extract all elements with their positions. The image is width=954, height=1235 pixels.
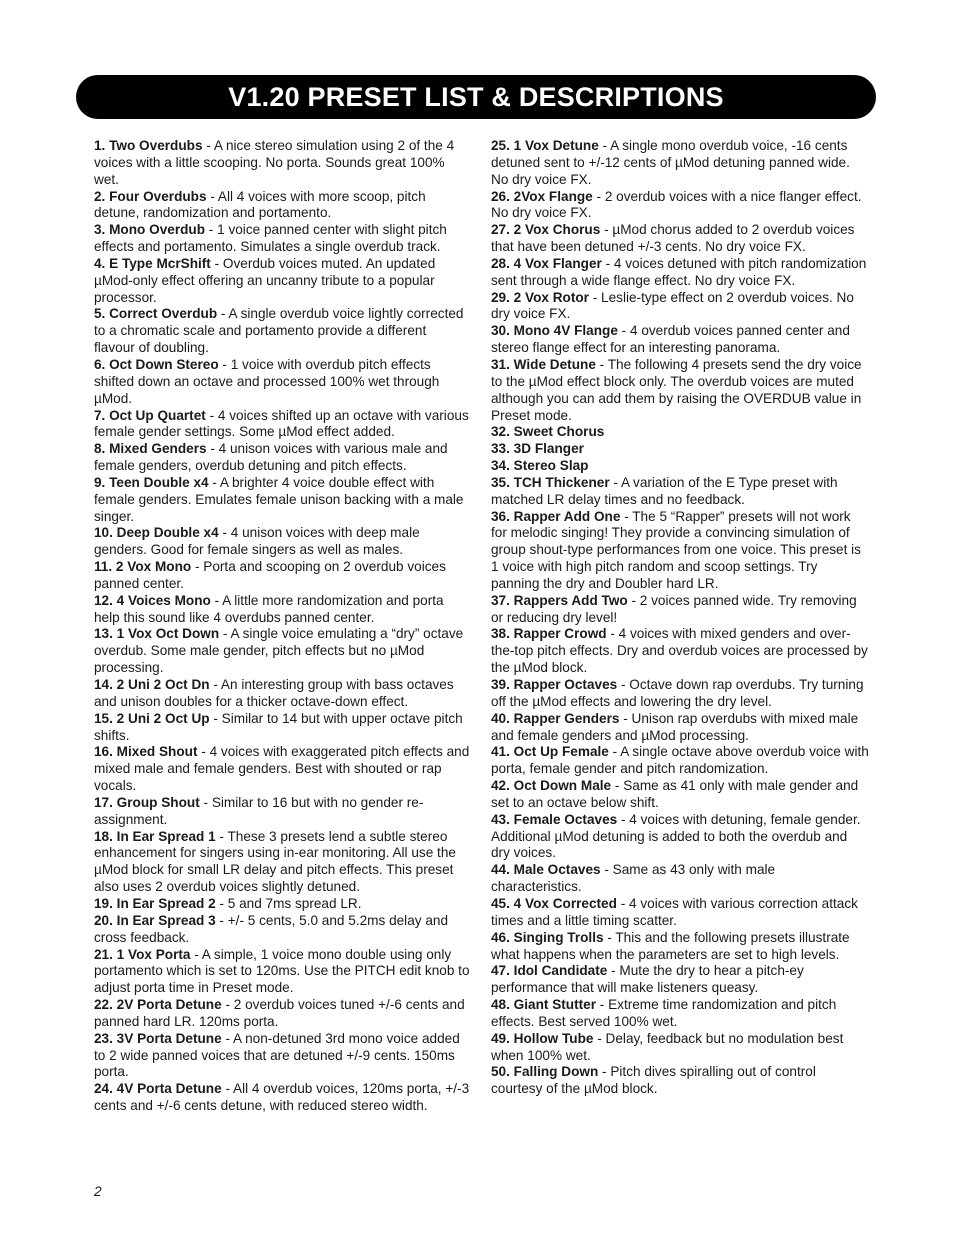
preset-description: - Similar to 14 but with upper octave pitch shifts. bbox=[94, 710, 463, 743]
preset-description: - All 4 overdub voices, 120ms porta, +/-3 cents and +/-6 cents detune, with reduced stereo width. bbox=[94, 1081, 470, 1114]
preset-entry bbox=[491, 189, 869, 223]
left-column bbox=[94, 138, 470, 1115]
preset-description: - 1 voice with overdub pitch effects shifted down an octave and processed 100% wet through µMod. bbox=[94, 356, 440, 406]
preset-entry bbox=[491, 626, 869, 677]
preset-entry bbox=[94, 913, 470, 947]
preset-description: - A single octave above overdub voice with porta, female gender and pitch randomization. bbox=[491, 744, 869, 777]
preset-description: - Delay, feedback but no modulation best when 100% wet. bbox=[491, 1030, 844, 1063]
preset-description: - A variation of the E Type preset with matched LR delay times and no feedback. bbox=[491, 474, 838, 507]
preset-description: - Pitch dives spiralling out of control courtesy of the µMod block. bbox=[491, 1064, 816, 1097]
preset-name: 2. Four Overdubs bbox=[94, 188, 207, 204]
preset-entry bbox=[94, 626, 470, 677]
preset-name: 17. Group Shout bbox=[94, 794, 200, 810]
preset-entry bbox=[94, 475, 470, 526]
preset-name: 46. Singing Trolls bbox=[491, 929, 604, 945]
preset-description: - The 5 “Rapper” presets will not work for melodic singing! They provide a convincing simulation of group shout-type performances from one voice. This preset is 1 voice with high pitch random and scoop settings. Try panning the dry and Doubler hard LR. bbox=[491, 508, 861, 591]
preset-entry bbox=[94, 829, 470, 896]
preset-entry bbox=[491, 812, 869, 863]
preset-entry bbox=[491, 509, 869, 593]
preset-name: 18. In Ear Spread 1 bbox=[94, 828, 216, 844]
preset-description: - A brighter 4 voice double effect with female genders. Emulates female unison backing with a male singer. bbox=[94, 474, 464, 524]
preset-description: - µMod chorus added to 2 overdub voices that have been detuned +/-3 cents. No dry voice FX. bbox=[491, 222, 855, 255]
preset-description: - All 4 voices with more scoop, pitch detune, randomization and portamento. bbox=[94, 188, 426, 221]
preset-description: - 5 and 7ms spread LR. bbox=[215, 895, 362, 911]
preset-name: 32. Sweet Chorus bbox=[491, 424, 605, 440]
preset-name: 42. Oct Down Male bbox=[491, 778, 612, 794]
preset-name: 49. Hollow Tube bbox=[491, 1030, 594, 1046]
preset-name: 37. Rappers Add Two bbox=[491, 592, 628, 608]
preset-name: 19. In Ear Spread 2 bbox=[94, 895, 216, 911]
preset-entry bbox=[94, 256, 470, 307]
preset-description: - A single mono overdub voice, -16 cents detuned sent to +/-12 cents of µMod detuning panned wide. No dry voice FX. bbox=[491, 138, 850, 187]
preset-entry bbox=[94, 744, 470, 795]
preset-name: 36. Rapper Add One bbox=[491, 508, 621, 524]
preset-description: - A little more randomization and porta help this sound like 4 overdubs panned center. bbox=[94, 592, 444, 625]
preset-description: - These 3 presets lend a subtle stereo enhancement for singers using in-ear monitoring. All use the µMod block for small LR delay and pitch effects. This preset also uses 2 overdub voices slightly detuned. bbox=[94, 828, 456, 895]
preset-name: 21. 1 Vox Porta bbox=[94, 946, 191, 962]
preset-description: - This and the following presets illustrate what happens when the parameters are set to high levels. bbox=[491, 929, 850, 962]
preset-name: 28. 4 Vox Flanger bbox=[491, 255, 602, 271]
preset-entry bbox=[491, 138, 869, 189]
preset-name: 41. Oct Up Female bbox=[491, 744, 609, 760]
preset-name: 30. Mono 4V Flange bbox=[491, 323, 618, 339]
preset-description: - A nice stereo simulation using 2 of the 4 voices with a little scooping. No porta. Sounds great 100% wet. bbox=[94, 138, 455, 187]
title-banner bbox=[76, 75, 876, 119]
preset-entry bbox=[491, 744, 869, 778]
preset-entry bbox=[491, 458, 869, 475]
page-number: 2 bbox=[94, 1184, 102, 1199]
preset-description: - Extreme time randomization and pitch effects. Best served 100% wet. bbox=[491, 997, 837, 1029]
preset-name: 4. E Type McrShift bbox=[94, 255, 211, 271]
preset-description: - A single overdub voice lightly corrected to a chromatic scale and portamento provide a different flavour of doubling. bbox=[94, 306, 464, 356]
preset-name: 44. Male Octaves bbox=[491, 862, 601, 878]
preset-description: - Leslie-type effect on 2 overdub voices. No dry voice FX. bbox=[491, 289, 854, 322]
preset-name: 3. Mono Overdub bbox=[94, 222, 206, 238]
preset-description: - An interesting group with bass octaves and unison doubles for a thicker octave-down effect. bbox=[94, 677, 454, 709]
preset-description: - 4 voices with detuning, female gender. Additional µMod detuning is added to both the overdub and dry voices. bbox=[491, 811, 861, 861]
preset-name: 25. 1 Vox Detune bbox=[491, 138, 599, 153]
preset-name: 11. 2 Vox Mono bbox=[94, 559, 192, 575]
preset-entry bbox=[491, 997, 869, 1031]
preset-name: 43. Female Octaves bbox=[491, 811, 618, 827]
preset-name: 8. Mixed Genders bbox=[94, 441, 207, 457]
preset-name: 33. 3D Flanger bbox=[491, 441, 584, 457]
preset-entry bbox=[491, 1031, 869, 1065]
preset-entry bbox=[94, 997, 470, 1031]
preset-name: 31. Wide Detune bbox=[491, 356, 596, 372]
preset-entry bbox=[491, 963, 869, 997]
preset-description: - A non-detuned 3rd mono voice added to 2 wide panned voices that are detuned +/-9 cents. 150ms porta. bbox=[94, 1030, 460, 1080]
preset-entry bbox=[491, 896, 869, 930]
preset-name: 34. Stereo Slap bbox=[491, 458, 589, 474]
preset-entry bbox=[491, 441, 869, 458]
preset-entry bbox=[94, 441, 470, 475]
preset-name: 29. 2 Vox Rotor bbox=[491, 289, 589, 305]
preset-name: 16. Mixed Shout bbox=[94, 744, 198, 760]
preset-entry bbox=[94, 677, 470, 711]
preset-entry bbox=[491, 593, 869, 627]
preset-name: 1. Two Overdubs bbox=[94, 138, 203, 153]
preset-description: - Unison rap overdubs with mixed male and female genders and µMod processing. bbox=[491, 710, 859, 743]
preset-entry bbox=[94, 138, 470, 189]
preset-name: 40. Rapper Genders bbox=[491, 710, 620, 726]
preset-entry bbox=[491, 290, 869, 324]
preset-name: 35. TCH Thickener bbox=[491, 474, 610, 490]
preset-entry bbox=[94, 189, 470, 223]
preset-description: - Same as 43 only with male characteristics. bbox=[491, 862, 776, 895]
preset-description: - Overdub voices muted. An updated µMod-only effect offering an uncanny tribute to a popular processor. bbox=[94, 255, 436, 305]
preset-name: 10. Deep Double x4 bbox=[94, 525, 219, 541]
preset-description: - 4 overdub voices panned center and stereo flange effect for an interesting panorama. bbox=[491, 323, 850, 356]
preset-description: - 4 unison voices with deep male genders. Good for female singers as well as males. bbox=[94, 525, 420, 558]
preset-name: 50. Falling Down bbox=[491, 1064, 599, 1080]
preset-entry bbox=[491, 475, 869, 509]
preset-entry bbox=[94, 306, 470, 357]
preset-entry bbox=[94, 559, 470, 593]
preset-name: 23. 3V Porta Detune bbox=[94, 1030, 222, 1046]
preset-entry bbox=[94, 593, 470, 627]
preset-entry bbox=[491, 256, 869, 290]
preset-description: - 1 voice panned center with slight pitch effects and portamento. Simulates a single overdub track. bbox=[94, 222, 447, 255]
preset-description: - 4 voices with exaggerated pitch effects and mixed male and female genders. Best with shouted or rap vocals. bbox=[94, 744, 470, 794]
preset-description: - A single voice emulating a “dry” octave overdub. Some male gender, pitch effects but no µMod processing. bbox=[94, 626, 464, 676]
preset-description: - 4 voices shifted up an octave with various female gender settings. Some µMod effect added. bbox=[94, 407, 469, 440]
preset-name: 45. 4 Vox Corrected bbox=[491, 895, 617, 911]
preset-name: 12. 4 Voices Mono bbox=[94, 592, 211, 608]
preset-description: - The following 4 presets send the dry voice to the µMod effect block only. The overdub voices are muted although you can add them by raising the OVERDUB value in Preset mode. bbox=[491, 356, 862, 423]
preset-name: 48. Giant Stutter bbox=[491, 997, 596, 1013]
preset-entry bbox=[491, 222, 869, 256]
preset-entry bbox=[94, 947, 470, 998]
preset-description: - Octave down rap overdubs. Try turning off the µMod effects and lowering the dry level. bbox=[491, 677, 864, 709]
preset-entry bbox=[94, 408, 470, 442]
preset-description: - 2 voices panned wide. Try removing or reducing dry level! bbox=[491, 592, 857, 625]
preset-description: - 4 voices with mixed genders and over-the-top pitch effects. Dry and overdub voices are processed by the µMod block. bbox=[491, 626, 868, 676]
preset-description: - 4 unison voices with various male and female genders, overdub detuning and pitch effects. bbox=[94, 441, 448, 474]
preset-description: - A simple, 1 voice mono double using only portamento which is set to 120ms. Use the PITCH edit knob to adjust porta time in Preset mode. bbox=[94, 946, 470, 996]
preset-description: - Mute the dry to hear a pitch-ey performance that will make listeners queasy. bbox=[491, 963, 804, 996]
preset-name: 20. In Ear Spread 3 bbox=[94, 912, 216, 928]
preset-name: 9. Teen Double x4 bbox=[94, 474, 209, 490]
preset-description: - Same as 41 only with male gender and set to an octave below shift. bbox=[491, 778, 859, 810]
preset-entry bbox=[491, 711, 869, 745]
preset-description: - +/- 5 cents, 5.0 and 5.2ms delay and cross feedback. bbox=[94, 912, 449, 945]
preset-entry bbox=[94, 222, 470, 256]
preset-entry bbox=[491, 862, 869, 896]
preset-entry bbox=[491, 778, 869, 812]
preset-description: - 2 overdub voices tuned +/-6 cents and panned hard LR. 120ms porta. bbox=[94, 997, 465, 1029]
preset-name: 7. Oct Up Quartet bbox=[94, 407, 206, 423]
preset-entry bbox=[491, 424, 869, 441]
preset-entry bbox=[94, 1081, 470, 1115]
right-column bbox=[491, 138, 869, 1098]
preset-name: 5. Correct Overdub bbox=[94, 306, 218, 322]
preset-description: - 4 voices with various correction attack times and a little timing scatter. bbox=[491, 895, 858, 928]
preset-name: 24. 4V Porta Detune bbox=[94, 1081, 222, 1097]
preset-entry bbox=[491, 357, 869, 424]
preset-name: 27. 2 Vox Chorus bbox=[491, 222, 601, 238]
page-title: V1.20 PRESET LIST & DESCRIPTIONS bbox=[228, 81, 724, 112]
preset-name: 38. Rapper Crowd bbox=[491, 626, 607, 642]
preset-entry bbox=[491, 677, 869, 711]
preset-name: 26. 2Vox Flange bbox=[491, 188, 593, 204]
preset-entry bbox=[94, 711, 470, 745]
preset-name: 6. Oct Down Stereo bbox=[94, 356, 219, 372]
preset-entry bbox=[491, 323, 869, 357]
preset-entry bbox=[94, 357, 470, 408]
preset-name: 39. Rapper Octaves bbox=[491, 677, 618, 692]
preset-entry bbox=[94, 525, 470, 559]
preset-name: 22. 2V Porta Detune bbox=[94, 997, 222, 1013]
preset-name: 15. 2 Uni 2 Oct Up bbox=[94, 710, 210, 726]
preset-name: 47. Idol Candidate bbox=[491, 963, 608, 979]
preset-description: - Similar to 16 but with no gender re-assignment. bbox=[94, 794, 424, 827]
preset-entry bbox=[491, 930, 869, 964]
preset-description: - Porta and scooping on 2 overdub voices panned center. bbox=[94, 559, 446, 591]
preset-entry bbox=[491, 1064, 869, 1098]
preset-description: - 2 overdub voices with a nice flanger effect. No dry voice FX. bbox=[491, 188, 862, 221]
preset-name: 13. 1 Vox Oct Down bbox=[94, 626, 220, 642]
preset-entry bbox=[94, 1031, 470, 1082]
preset-description: - 4 voices detuned with pitch randomization sent through a wide flange effect. No dry voice FX. bbox=[491, 255, 867, 288]
preset-name: 14. 2 Uni 2 Oct Dn bbox=[94, 677, 210, 692]
preset-entry bbox=[94, 795, 470, 829]
preset-entry bbox=[94, 896, 470, 913]
